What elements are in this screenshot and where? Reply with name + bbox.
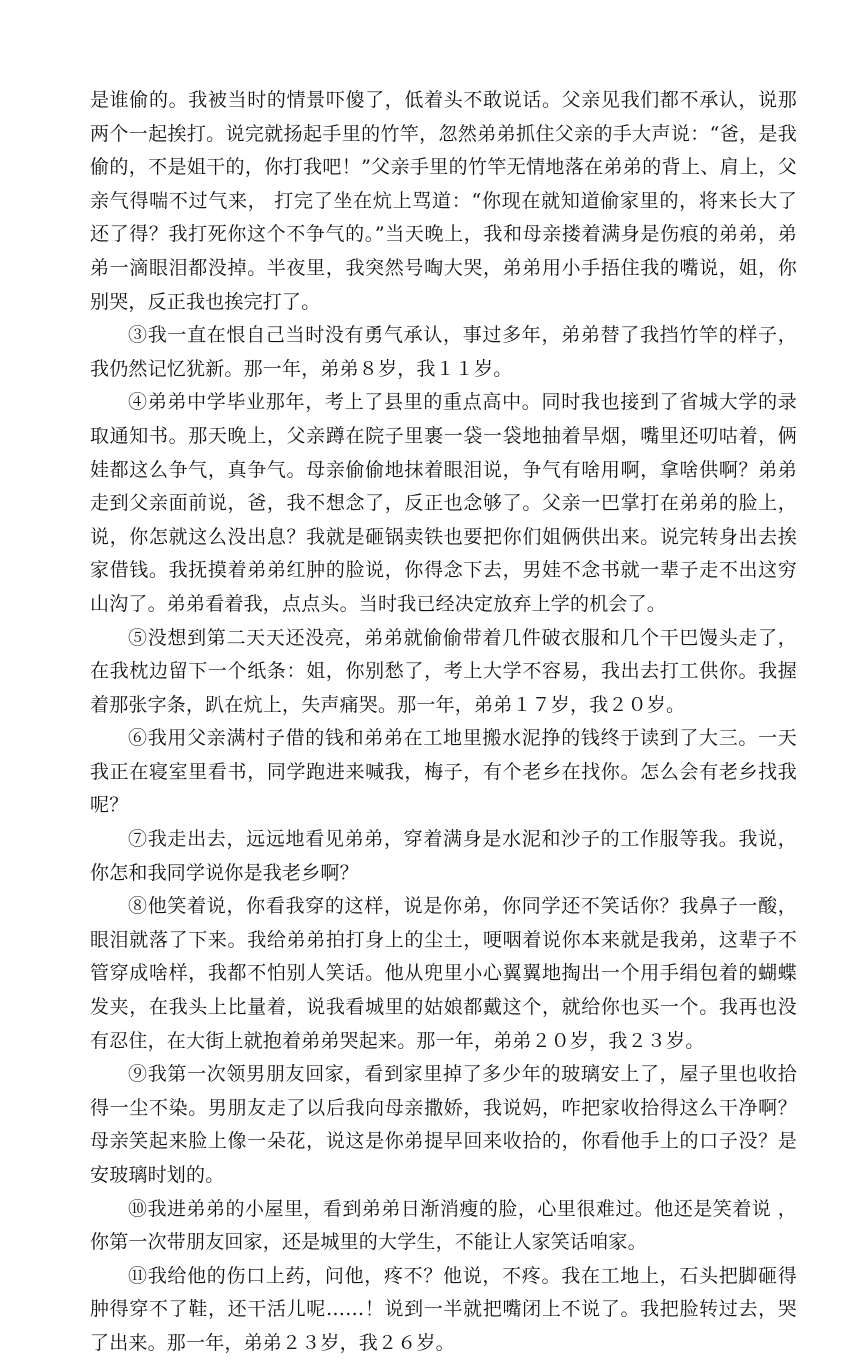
paragraph-5: ⑤没想到第二天天还没亮，弟弟就偷偷带着几件破衣服和几个干巴馒头走了，在我枕边留下一个纸条：姐，你别愁了，考上大学不容易，我出去打工供你。我握着那张字条，趴在炕上，失声痛哭。那一年，弟弟１７岁，我２０岁。 — [90, 626, 797, 716]
paragraph-8: ⑧他笑着说，你看我穿的这样，说是你弟，你同学还不笑话你？我鼻子一酸，眼泪就落了下来。我给弟弟拍打身上的尘土，哽咽着说你本来就是我弟，这辈子不管穿成啥样，我都不怕别人笑话。他从兜里小心翼翼地掏出一个用手绢包着的蝴蝶发夹，在我头上比量着，说我看城里的姑娘都戴这个，就给你也买一个。我再也没有忍住，在大街上就抱着弟弟哭起来。那一年，弟弟２０岁，我２３岁。 — [90, 895, 797, 1052]
paragraph-9: ⑨我第一次领男朋友回家，看到家里掉了多少年的玻璃安上了，屋子里也收拾得一尘不染。男朋友走了以后我向母亲撒娇，我说妈，咋把家收拾得这么干净啊？母亲笑起来脸上像一朵花，说这是你弟提早回来收拾的，你看他手上的口子没？是安玻璃时划的。 — [90, 1063, 797, 1186]
paragraph-6: ⑥我用父亲满村子借的钱和弟弟在工地里搬水泥挣的钱终于读到了大三。一天我正在寝室里看书，同学跑进来喊我，梅子，有个老乡在找你。怎么会有老乡找我呢？ — [90, 727, 797, 817]
paragraph-continuation: 是谁偷的。我被当时的情景吓傻了，低着头不敢说话。父亲见我们都不承认，说那两个一起挨打。说完就扬起手里的竹竿，忽然弟弟抓住父亲的手大声说：“爸，是我偷的，不是姐干的，你打我吧！”父亲手里的竹竿无情地落在弟弟的背上、肩上，父亲气得喘不过气来， 打完了坐在炕上骂道：“你现在就知道偷家里的，将来长大了还了得？我打死你这个不争气的。”当天晚上，我和母亲搂着满身是伤痕的弟弟，弟弟一滴眼泪都没掉。半夜里，我突然号啕大哭，弟弟用小手捂住我的嘴说，姐，你别哭，反正我也挨完打了。 — [90, 89, 797, 313]
paragraph-11: ⑪我给他的伤口上药，问他，疼不？他说，不疼。我在工地上，石头把脚砸得肿得穿不了鞋，还干活儿呢……！说到一半就把嘴闭上不说了。我把脸转过去，哭了出来。那一年，弟弟２３岁，我２６岁。 — [90, 1264, 797, 1354]
paragraph-7: ⑦我走出去，远远地看见弟弟，穿着满身是水泥和沙子的工作服等我。我说，你怎和我同学说你是我老乡啊？ — [90, 828, 797, 884]
paragraph-10: ⑩我进弟弟的小屋里，看到弟弟日渐消瘦的脸，心里很难过。他还是笑着说 ，你第一次带朋友回家，还是城里的大学生，不能让人家笑话咱家。 — [90, 1197, 797, 1254]
paragraph-4: ④弟弟中学毕业那年，考上了县里的重点高中。同时我也接到了省城大学的录取通知书。那天晚上，父亲蹲在院子里裹一袋一袋地抽着旱烟，嘴里还叨咕着，俩娃都这么争气，真争气。母亲偷偷地抹着眼泪说，争气有啥用啊，拿啥供啊？弟弟走到父亲面前说，爸，我不想念了，反正也念够了。父亲一巴掌打在弟弟的脸上，说，你怎就这么没出息？我就是砸锅卖铁也要把你们姐俩供出来。说完转身出去挨家借钱。我抚摸着弟弟红肿的脸说，你得念下去，男娃不念书就一辈子走不出这穷山沟了。弟弟看着我，点点头。当时我已经决定放弃上学的机会了。 — [90, 391, 797, 615]
paragraph-3: ③我一直在恨自己当时没有勇气承认，事过多年，弟弟替了我挡竹竿的样子，我仍然记忆犹新。那一年，弟弟８岁，我１１岁。 — [90, 324, 797, 380]
story-text — [90, 84, 797, 1361]
